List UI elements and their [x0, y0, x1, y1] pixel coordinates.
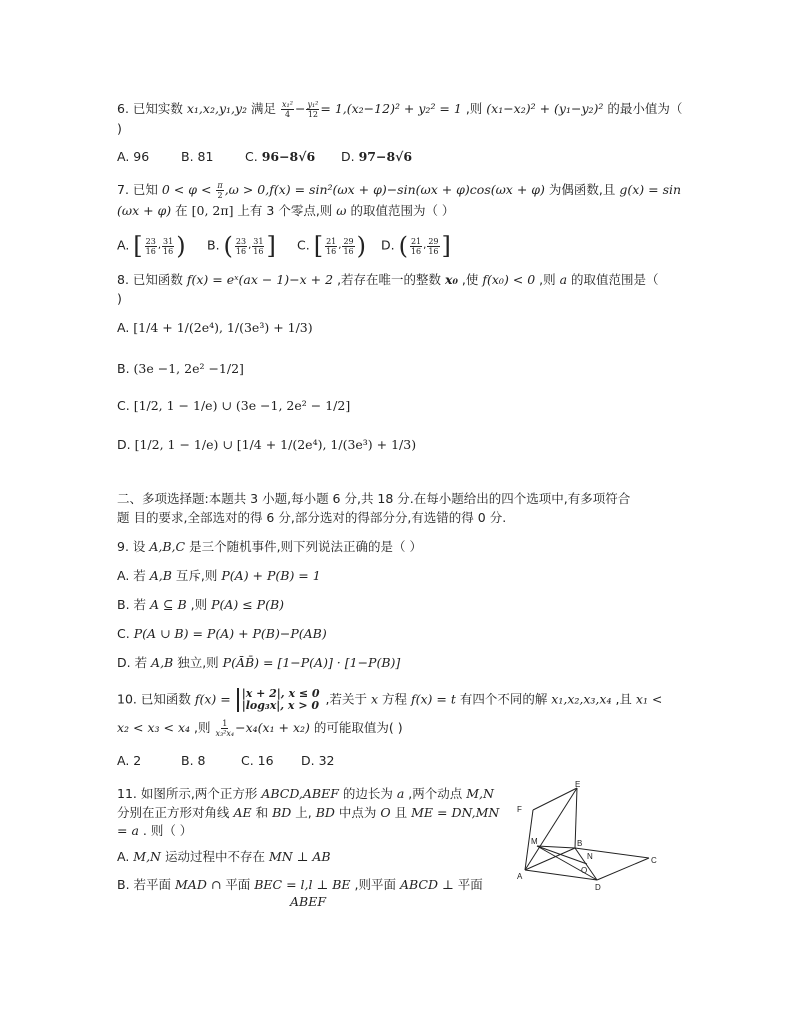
- q10-func: f(x) =: [194, 691, 235, 707]
- label-a: A: [517, 872, 523, 881]
- q10-piece2: |log₃x|, x > 0: [241, 699, 320, 712]
- q8-option-b-label: B.: [117, 361, 130, 376]
- q7-c-d1: 16: [326, 246, 337, 256]
- q11-b-abef: ABEF: [290, 894, 327, 909]
- q9-vars: A,B,C: [149, 539, 186, 554]
- q8-text-g: ,则: [535, 272, 560, 287]
- q7-text-f: 的取值范围为（ ）: [346, 203, 455, 218]
- q9-a-vars: A,B: [149, 568, 172, 583]
- q8-cond: f(x₀) < 0: [482, 272, 536, 287]
- q11-l2g: 中点为: [334, 805, 381, 820]
- q10-frac-num: 1: [222, 719, 228, 728]
- q11-l2i: 且: [390, 805, 412, 820]
- q8-option-c-label: C.: [117, 398, 130, 413]
- q7-a-n1: 23: [145, 236, 156, 246]
- q11-b-pre: B. 若平面: [117, 877, 175, 892]
- q8-option-c-content: [1/2, 1 − 1/e) ∪ (3e −1, 2e² − 1/2]: [133, 398, 351, 413]
- q7-text-d: 上有 3 个零点,则: [233, 203, 337, 218]
- q10-text-l2b: ,则: [190, 720, 215, 735]
- q9-option-c: [117, 625, 327, 643]
- q6-frac1-num: x₁²: [282, 100, 293, 109]
- q10-piecewise: [237, 688, 320, 712]
- q7-option-b-interval: ( 23 16 , 31 16 ]: [223, 232, 276, 260]
- q7-a-left: [: [133, 232, 143, 260]
- q10-x: x: [370, 691, 379, 707]
- q11-bd2: BD: [315, 805, 335, 820]
- q8-text-i: 的取值范围是（: [567, 272, 659, 287]
- q10-options: [117, 752, 334, 770]
- q9-d-mid: 独立,则: [173, 655, 223, 670]
- section2-heading-line2: 题 目的要求,全部选对的得 6 分,部分选对的得部分分,有选错的得 0 分.: [117, 510, 507, 525]
- q7-b-n1: 23: [235, 236, 247, 246]
- q10-text-a: 10. 已知函数: [117, 691, 195, 707]
- q10-eq: f(x) = t: [410, 691, 456, 707]
- q11-l2a: 分别在正方形对角线: [117, 805, 234, 820]
- q11-b-mid1: 平面: [221, 877, 255, 892]
- q6-text-a: 6. 已知实数: [117, 101, 187, 116]
- q9-b-mid: ,则: [186, 597, 212, 612]
- q7-c-n2: 29: [343, 236, 354, 246]
- q7-omega: ω: [336, 203, 347, 218]
- q7-frac-den: 2: [217, 191, 223, 200]
- q7-d-n2: 29: [428, 236, 439, 246]
- q6-option-d-label: D.: [341, 149, 359, 164]
- q11-b-mid2: ,则平面: [350, 877, 400, 892]
- q9-b-vars: A ⊆ B: [150, 597, 187, 612]
- q6-option-c-value: 96−8√6: [261, 149, 316, 164]
- q11-squares: ABCD,ABEF: [261, 786, 339, 801]
- q6-option-a: A. 96: [117, 149, 150, 164]
- q9-option-d: [117, 654, 400, 672]
- label-c: C: [651, 856, 657, 865]
- q7-a-right: ): [176, 232, 186, 260]
- label-d: D: [595, 883, 601, 892]
- q10-stem-line2: [117, 719, 403, 738]
- q8-option-c: [117, 397, 350, 415]
- q11-l1e: ,两个动点: [404, 786, 467, 801]
- q8-x0: x₀: [445, 272, 458, 287]
- q10-expr: −x₄(x₁ + x₂): [235, 720, 310, 735]
- q9-a-mid: 互斥,则: [171, 568, 222, 583]
- q7-text-e: 为偶函数,且: [544, 182, 620, 197]
- q9-b-pre: B. 若: [117, 597, 150, 612]
- q6-option-d-value: 97−8√6: [358, 149, 413, 164]
- q7-cond: 0 < φ <: [161, 182, 216, 197]
- q7-cond2: ,ω > 0,: [224, 182, 270, 197]
- q11-stem-line3: [117, 822, 192, 840]
- q11-stem-line1: [117, 785, 494, 803]
- q6-text-f: 的最小值为（: [603, 101, 683, 116]
- q10-text-l2d: 的可能取值为( ): [309, 720, 403, 735]
- label-f: F: [517, 805, 522, 814]
- q11-a: a: [396, 786, 405, 801]
- q8-text-c: ,若存在唯一的整数: [333, 272, 446, 287]
- q10-stem: [117, 688, 662, 712]
- q8-option-b-content: (3e −1, 2e² −1/2]: [133, 361, 244, 376]
- q8-option-a: [117, 319, 313, 337]
- q7-option-a: [117, 234, 207, 258]
- q10-text-g: 有四个不同的解: [455, 691, 552, 707]
- q11-b-v1: MAD ∩: [175, 877, 222, 892]
- q7-b-d1: 16: [235, 246, 247, 256]
- q9-stem: [117, 538, 422, 556]
- q7-option-b-label: B.: [207, 237, 220, 253]
- q9-d-formula: P(ĀB̄) = [1−P(A)] · [1−P(B)]: [222, 655, 401, 670]
- q10-text-c: ,若关于: [321, 691, 371, 707]
- q6-frac1-den: 4: [284, 110, 291, 119]
- q7-a-d1: 16: [145, 246, 156, 256]
- q7-option-d-label: D.: [381, 237, 395, 253]
- q11-b-mid3: 平面: [453, 877, 483, 892]
- q7-d-right: ]: [441, 232, 451, 260]
- q11-cond2: = a: [117, 823, 139, 838]
- q10-ineq: x₁ <: [635, 691, 663, 707]
- q7-interval: [0, 2π]: [191, 203, 234, 218]
- q11-ae: AE: [233, 805, 252, 820]
- section2-heading-line1: 二、多项选择题:本题共 3 小题,每小题 6 分,共 18 分.在每小题给出的四个选项中,有多项符合: [117, 491, 631, 506]
- q7-c-left: [: [313, 232, 324, 260]
- label-o: O: [581, 866, 588, 875]
- q7-b-n2: 31: [253, 236, 264, 246]
- q7-gfunc: g(x) = sin: [619, 182, 682, 197]
- q8-option-d-content: [1/2, 1 − 1/e) ∪ [1/4 + 1/(2e⁴), 1/(3e³) + 1/3): [134, 437, 417, 452]
- q9-a-pre: A. 若: [117, 568, 150, 583]
- q10-option-a: A. 2: [117, 753, 142, 768]
- q11-bd: BD: [272, 805, 292, 820]
- q7-option-b: [207, 234, 297, 258]
- q9-option-a: [117, 567, 321, 585]
- q11-a-vars: M,N: [133, 849, 161, 864]
- q7-option-c-label: C.: [297, 237, 310, 253]
- q7-text-b: 在: [171, 203, 192, 218]
- edge-dc: [597, 858, 649, 880]
- q7-frac-num: π: [217, 181, 223, 190]
- q7-garg: (ωx + φ): [117, 203, 172, 218]
- q8-option-d: [117, 436, 416, 454]
- q11-mn: M,N: [466, 786, 494, 801]
- q8-stem-line2: ): [117, 291, 122, 306]
- q7-option-a-interval: [ 23 16 , 31 16 ): [133, 232, 186, 260]
- q7-text-a: 7. 已知: [117, 182, 162, 197]
- q11-a-pre: A.: [117, 849, 134, 864]
- q8-stem: [117, 271, 659, 289]
- q9-c-formula: P(A ∪ B) = P(A) + P(B)−P(AB): [133, 626, 327, 641]
- q7-a-d2: 16: [163, 246, 174, 256]
- q6-frac1: [281, 100, 294, 119]
- q11-l1a: 11. 如图所示,两个正方形: [117, 786, 262, 801]
- q10-frac: [215, 719, 234, 738]
- q11-option-a: [117, 848, 331, 866]
- q6-minus: −: [294, 101, 306, 116]
- q6-frac2: [306, 100, 319, 119]
- q10-roots: x₁,x₂,x₃,x₄: [551, 691, 612, 707]
- q7-d-d1: 16: [410, 246, 422, 256]
- q6-option-c-label: C.: [245, 149, 262, 164]
- q7-b-left: (: [223, 232, 233, 260]
- q10-piece1: |x + 2|, x ≤ 0: [241, 687, 320, 700]
- q10-ineq2: x₂ < x₃ < x₄: [117, 720, 191, 735]
- q8-text-a: 8. 已知函数: [117, 272, 187, 287]
- q6-vars: x₁,x₂,y₁,y₂: [186, 101, 248, 116]
- label-b: B: [577, 839, 583, 848]
- q7-c-d2: 16: [343, 246, 354, 256]
- q7-d-n1: 21: [410, 236, 422, 246]
- q9-d-vars: A,B: [151, 655, 174, 670]
- q7-option-a-label: A.: [117, 237, 130, 253]
- q7-option-c-interval: [ 21 16 , 29 16 ): [313, 232, 366, 260]
- q7-stem: [117, 181, 681, 200]
- q11-l3b: . 则（ ）: [138, 823, 193, 838]
- q11-stem-line2: [117, 804, 499, 822]
- q9-text-c: 是三个随机事件,则下列说法正确的是（ ）: [185, 539, 423, 554]
- q11-a-formula: MN ⊥ AB: [268, 849, 331, 864]
- q7-option-d: [381, 234, 451, 258]
- q11-option-b-line2: [290, 893, 326, 911]
- q10-option-c: C. 16: [241, 753, 274, 768]
- q11-a-mid: 运动过程中不存在: [161, 849, 269, 864]
- label-e: E: [575, 780, 581, 789]
- q6-options: [117, 148, 412, 166]
- q7-option-d-interval: ( 21 16 , 29 16 ]: [398, 232, 451, 260]
- q7-options: [117, 234, 451, 258]
- q8-a: a: [559, 272, 568, 287]
- label-m: M: [531, 837, 538, 846]
- q10-frac-den: x₃²x₄: [215, 729, 235, 738]
- q7-frac: [216, 181, 223, 200]
- q7-b-d2: 16: [253, 246, 264, 256]
- q6-eq: = 1,(x₂−12)² + y₂² = 1: [320, 101, 462, 116]
- q10-option-b: B. 8: [181, 753, 206, 768]
- q11-l2e: 上,: [291, 805, 316, 820]
- q7-c-right: ): [356, 232, 366, 260]
- q7-option-c: [297, 234, 381, 258]
- q6-frac2-den: 12: [307, 110, 318, 119]
- q11-option-b: [117, 876, 483, 894]
- q10-option-d: D. 32: [301, 753, 335, 768]
- q11-geometry-figure: [515, 780, 665, 892]
- q9-c-pre: C.: [117, 626, 134, 641]
- q7-stem-line2: [117, 202, 454, 220]
- q10-text-e: 方程: [378, 691, 411, 707]
- q6-stem-line2: ): [117, 121, 122, 136]
- q9-option-b: [117, 596, 284, 614]
- q10-text-i: ,且: [611, 691, 636, 707]
- q7-func: f(x) = sin²(ωx + φ)−sin(ωx + φ)cos(ωx + φ): [269, 182, 545, 197]
- q6-option-c: [245, 148, 341, 166]
- q9-text-a: 9. 设: [117, 539, 150, 554]
- q11-cond: ME = DN,MN: [411, 805, 500, 820]
- q6-frac2-num: y₁²: [307, 100, 319, 109]
- q11-o: O: [380, 805, 391, 820]
- q11-b-v3: ABCD ⊥: [399, 877, 454, 892]
- q9-a-formula: P(A) + P(B) = 1: [221, 568, 321, 583]
- q6-stem: [117, 100, 682, 119]
- q11-b-v2: BEC = l,l ⊥ BE: [254, 877, 351, 892]
- q6-text-b: 满足: [247, 101, 281, 116]
- q7-c-n1: 21: [326, 236, 337, 246]
- q7-d-left: (: [398, 232, 408, 260]
- q6-text-d: ,则: [461, 101, 487, 116]
- q11-l1c: 的边长为: [338, 786, 397, 801]
- q11-l2c: 和: [251, 805, 273, 820]
- q6-option-d: [341, 148, 412, 166]
- q8-option-a-content: [1/4 + 1/(2e⁴), 1/(3e³) + 1/3): [133, 320, 313, 335]
- q9-d-pre: D. 若: [117, 655, 152, 670]
- q8-func: f(x) = eˣ(ax − 1)−x + 2: [186, 272, 334, 287]
- q6-expr: (x₁−x₂)² + (y₁−y₂)²: [486, 101, 604, 116]
- q7-d-d2: 16: [428, 246, 439, 256]
- q6-option-b: B. 81: [181, 149, 214, 164]
- q9-b-formula: P(A) ≤ P(B): [211, 597, 285, 612]
- label-n: N: [587, 852, 593, 861]
- q8-option-a-label: A.: [117, 320, 130, 335]
- q7-a-n2: 31: [163, 236, 174, 246]
- q8-option-d-label: D.: [117, 437, 131, 452]
- q8-option-b: [117, 360, 244, 378]
- q7-b-right: ]: [266, 232, 276, 260]
- q8-text-e: ,使: [457, 272, 483, 287]
